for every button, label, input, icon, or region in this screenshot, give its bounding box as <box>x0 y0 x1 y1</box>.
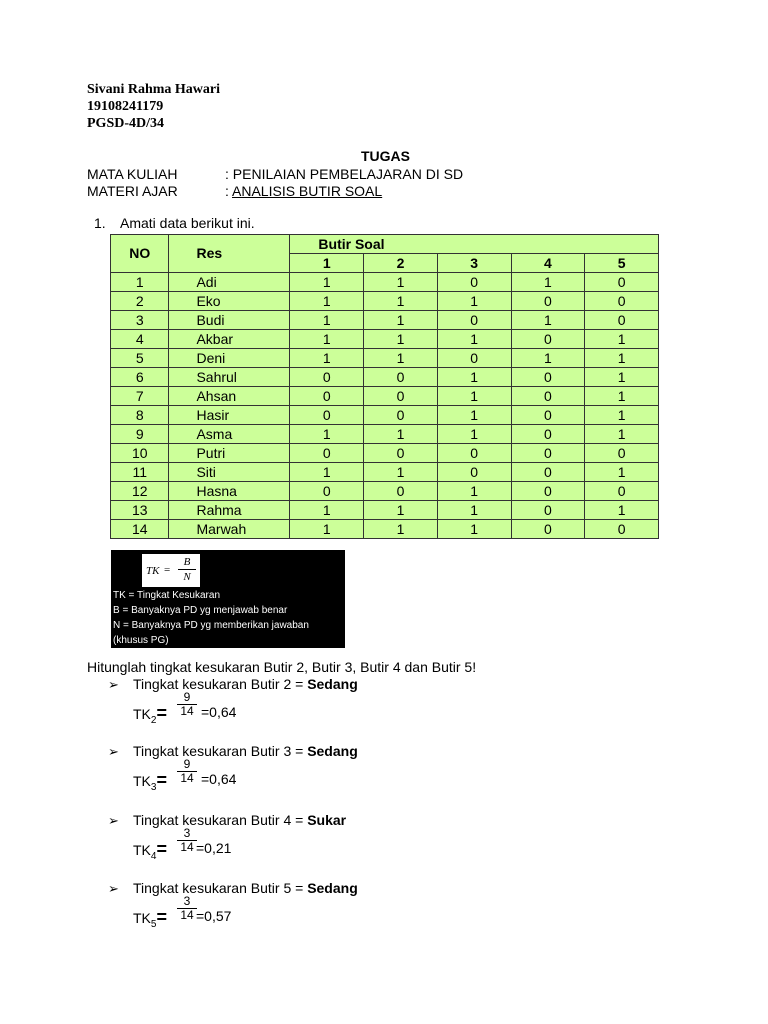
cell-res: Ahsan <box>169 387 290 406</box>
cell-item-5: 0 <box>585 520 659 539</box>
cell-item-3: 1 <box>437 387 511 406</box>
answer-tk: TK <box>133 706 151 722</box>
student-name: Sivani Rahma Hawari <box>87 82 221 97</box>
header-item-3: 3 <box>437 254 511 273</box>
answer-eq-sign: = <box>156 703 167 723</box>
cell-no: 11 <box>111 463 169 482</box>
cell-no: 8 <box>111 406 169 425</box>
answer-tk: TK <box>133 842 151 858</box>
cell-item-1: 1 <box>290 463 364 482</box>
cell-no: 9 <box>111 425 169 444</box>
page-title <box>0 148 768 166</box>
table-row <box>111 330 659 349</box>
answer-numerator: 3 <box>183 894 191 908</box>
table-row <box>111 444 659 463</box>
cell-item-1: 1 <box>290 273 364 292</box>
formula-fraction-bar <box>178 569 196 570</box>
cell-item-1: 1 <box>290 292 364 311</box>
answer-eq-sign: = <box>156 770 167 790</box>
answer-tk-sub: 5 <box>150 918 157 930</box>
cell-no: 14 <box>111 520 169 539</box>
answer-result: =0,64 <box>201 704 237 720</box>
cell-item-1: 1 <box>290 349 364 368</box>
formula-legend-b: B = Banyaknya PD yg menjawab benar <box>113 605 288 616</box>
cell-item-4: 1 <box>511 273 585 292</box>
question-number: 1. <box>94 215 106 231</box>
cell-item-2: 1 <box>364 330 438 349</box>
cell-item-5: 1 <box>585 349 659 368</box>
cell-res: Sahrul <box>169 368 290 387</box>
title-text: TUGAS <box>361 148 410 164</box>
cell-item-5: 0 <box>585 444 659 463</box>
cell-item-2: 1 <box>364 311 438 330</box>
answer-fraction <box>177 758 197 785</box>
formula-fraction <box>178 556 196 583</box>
cell-no: 3 <box>111 311 169 330</box>
header-butir-soal: Butir Soal <box>290 235 659 254</box>
formula-denominator: N <box>183 571 191 583</box>
table-row <box>111 482 659 501</box>
answer-category: Sukar <box>307 812 347 828</box>
header-item-2: 2 <box>364 254 438 273</box>
cell-res: Marwah <box>169 520 290 539</box>
cell-item-4: 0 <box>511 482 585 501</box>
formula-legend-tk: TK = Tingkat Kesukaran <box>113 590 221 601</box>
bullet-arrow-icon: ➢ <box>108 744 119 759</box>
cell-item-5: 1 <box>585 501 659 520</box>
cell-item-5: 1 <box>585 368 659 387</box>
cell-res: Eko <box>169 292 290 311</box>
cell-res: Siti <box>169 463 290 482</box>
answer-tk-sub: 3 <box>150 781 157 793</box>
cell-item-3: 1 <box>437 425 511 444</box>
cell-item-5: 0 <box>585 292 659 311</box>
cell-no: 4 <box>111 330 169 349</box>
formula-legend-n: N = Banyaknya PD yg memberikan jawaban <box>113 620 309 631</box>
cell-item-5: 1 <box>585 406 659 425</box>
cell-item-2: 1 <box>364 349 438 368</box>
answer-tk-sub: 2 <box>150 714 157 726</box>
cell-no: 7 <box>111 387 169 406</box>
cell-item-4: 1 <box>511 311 585 330</box>
cell-item-1: 1 <box>290 501 364 520</box>
cell-no: 10 <box>111 444 169 463</box>
data-table <box>110 234 659 539</box>
cell-item-2: 1 <box>364 292 438 311</box>
course-label: MATA KULIAH <box>87 166 178 182</box>
answer-formula <box>133 907 167 930</box>
cell-item-4: 0 <box>511 520 585 539</box>
instruction-text: Hitunglah tingkat kesukaran Butir 2, Butir 3, Butir 4 dan Butir 5! <box>87 659 477 675</box>
table-row <box>111 520 659 539</box>
table-row <box>111 292 659 311</box>
answer-category: Sedang <box>307 880 358 896</box>
cell-res: Budi <box>169 311 290 330</box>
cell-item-3: 0 <box>437 311 511 330</box>
answer-numerator: 9 <box>183 690 191 704</box>
header-item-1: 1 <box>290 254 364 273</box>
answer-label-text: Tingkat kesukaran Butir 3 = <box>133 743 308 759</box>
answer-tk: TK <box>133 773 151 789</box>
bullet-arrow-icon: ➢ <box>108 813 119 828</box>
student-id: 19108241179 <box>87 99 164 114</box>
cell-item-2: 1 <box>364 273 438 292</box>
cell-item-5: 1 <box>585 387 659 406</box>
question-text: Amati data berikut ini. <box>120 215 255 231</box>
answer-label <box>133 812 346 828</box>
cell-item-5: 0 <box>585 273 659 292</box>
answer-label-text: Tingkat kesukaran Butir 4 = <box>133 812 308 828</box>
answer-label-text: Tingkat kesukaran Butir 5 = <box>133 880 308 896</box>
cell-item-4: 0 <box>511 406 585 425</box>
cell-item-3: 1 <box>437 292 511 311</box>
cell-item-4: 0 <box>511 425 585 444</box>
answer-label <box>133 743 358 759</box>
answer-formula <box>133 703 167 726</box>
cell-item-4: 0 <box>511 387 585 406</box>
material-value-row <box>225 183 382 199</box>
answer-tk: TK <box>133 910 151 926</box>
cell-item-4: 0 <box>511 444 585 463</box>
cell-res: Hasna <box>169 482 290 501</box>
cell-item-1: 1 <box>290 520 364 539</box>
cell-item-2: 0 <box>364 387 438 406</box>
formula-lhs: TK <box>146 565 160 577</box>
material-value: ANALISIS BUTIR SOAL <box>232 183 383 199</box>
cell-res: Akbar <box>169 330 290 349</box>
cell-res: Asma <box>169 425 290 444</box>
cell-item-3: 1 <box>437 330 511 349</box>
header-no: NO <box>111 235 169 273</box>
cell-res: Adi <box>169 273 290 292</box>
table-row <box>111 425 659 444</box>
cell-no: 6 <box>111 368 169 387</box>
material-label: MATERI AJAR <box>87 183 178 199</box>
cell-item-5: 0 <box>585 482 659 501</box>
cell-item-5: 0 <box>585 311 659 330</box>
cell-item-2: 1 <box>364 425 438 444</box>
answer-formula <box>133 770 167 793</box>
cell-item-2: 1 <box>364 520 438 539</box>
answer-numerator: 3 <box>183 826 191 840</box>
answer-fraction <box>177 827 197 854</box>
cell-item-1: 0 <box>290 406 364 425</box>
answer-result: =0,57 <box>196 908 232 924</box>
answer-category: Sedang <box>307 743 358 759</box>
cell-item-2: 0 <box>364 368 438 387</box>
cell-res: Putri <box>169 444 290 463</box>
answer-eq-sign: = <box>156 839 167 859</box>
formula-numerator: B <box>183 556 191 568</box>
answer-result: =0,21 <box>196 840 232 856</box>
answer-formula <box>133 839 167 862</box>
table-row <box>111 273 659 292</box>
answer-eq-sign: = <box>156 907 167 927</box>
cell-item-1: 0 <box>290 444 364 463</box>
answer-numerator: 9 <box>183 757 191 771</box>
cell-item-4: 0 <box>511 330 585 349</box>
cell-item-2: 1 <box>364 463 438 482</box>
cell-item-3: 0 <box>437 349 511 368</box>
cell-item-2: 0 <box>364 444 438 463</box>
answer-denominator: 14 <box>180 908 194 922</box>
cell-no: 2 <box>111 292 169 311</box>
header-item-5: 5 <box>585 254 659 273</box>
cell-item-1: 1 <box>290 311 364 330</box>
cell-item-3: 1 <box>437 482 511 501</box>
formula-image <box>111 550 345 648</box>
cell-no: 5 <box>111 349 169 368</box>
cell-item-4: 0 <box>511 463 585 482</box>
cell-item-3: 0 <box>437 463 511 482</box>
answer-fraction <box>177 691 197 718</box>
cell-item-3: 0 <box>437 444 511 463</box>
bullet-arrow-icon: ➢ <box>108 881 119 896</box>
answer-denominator: 14 <box>180 704 194 718</box>
table-row <box>111 311 659 330</box>
bullet-arrow-icon: ➢ <box>108 677 119 692</box>
cell-item-3: 0 <box>437 273 511 292</box>
answer-label <box>133 676 358 692</box>
answer-result: =0,64 <box>201 771 237 787</box>
formula-eq-sign: = <box>164 564 171 576</box>
cell-item-4: 0 <box>511 501 585 520</box>
table-row <box>111 349 659 368</box>
table-row <box>111 387 659 406</box>
cell-item-1: 0 <box>290 368 364 387</box>
answer-fraction <box>177 895 197 922</box>
cell-item-3: 1 <box>437 501 511 520</box>
answer-category: Sedang <box>307 676 358 692</box>
answer-label-text: Tingkat kesukaran Butir 2 = <box>133 676 308 692</box>
cell-item-4: 0 <box>511 368 585 387</box>
answer-tk-sub: 4 <box>150 850 157 862</box>
cell-no: 13 <box>111 501 169 520</box>
cell-no: 12 <box>111 482 169 501</box>
table-row <box>111 463 659 482</box>
cell-no: 1 <box>111 273 169 292</box>
course-value: : PENILAIAN PEMBELAJARAN DI SD <box>225 166 464 182</box>
cell-item-1: 0 <box>290 482 364 501</box>
cell-item-2: 1 <box>364 501 438 520</box>
material-colon: : <box>225 183 233 199</box>
cell-item-1: 1 <box>290 330 364 349</box>
answer-label <box>133 880 358 896</box>
table-header-row <box>111 235 659 254</box>
student-class: PGSD-4D/34 <box>87 116 164 131</box>
table-row <box>111 368 659 387</box>
formula-legend-note: (khusus PG) <box>113 635 169 646</box>
cell-res: Deni <box>169 349 290 368</box>
cell-item-1: 1 <box>290 425 364 444</box>
cell-res: Hasir <box>169 406 290 425</box>
table-row <box>111 501 659 520</box>
header-res: Res <box>169 235 290 273</box>
cell-item-4: 1 <box>511 349 585 368</box>
answer-denominator: 14 <box>180 840 194 854</box>
cell-item-3: 1 <box>437 520 511 539</box>
table-row <box>111 406 659 425</box>
cell-item-5: 1 <box>585 425 659 444</box>
answer-denominator: 14 <box>180 771 194 785</box>
cell-item-4: 0 <box>511 292 585 311</box>
cell-item-5: 1 <box>585 330 659 349</box>
cell-item-3: 1 <box>437 368 511 387</box>
cell-item-1: 0 <box>290 387 364 406</box>
cell-item-2: 0 <box>364 406 438 425</box>
cell-item-3: 1 <box>437 406 511 425</box>
cell-res: Rahma <box>169 501 290 520</box>
formula-equation <box>142 554 200 587</box>
header-item-4: 4 <box>511 254 585 273</box>
cell-item-5: 1 <box>585 463 659 482</box>
cell-item-2: 0 <box>364 482 438 501</box>
